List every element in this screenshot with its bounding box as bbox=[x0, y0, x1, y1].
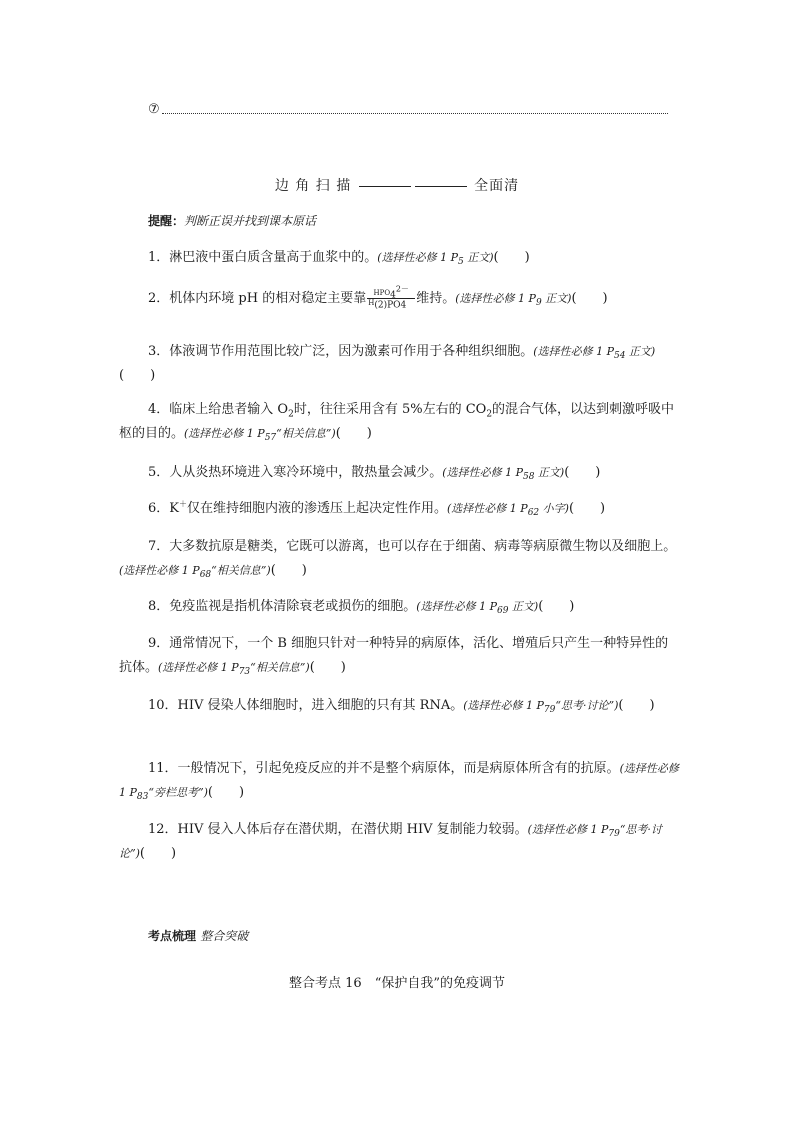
item-source: (选择性必修 1 $P_{69}$ 正文) bbox=[416, 600, 539, 617]
ion-fraction: $\frac{HPO_4^{2-}}{H_{(2)PO4}^-}$ bbox=[368, 284, 415, 311]
answer-blank[interactable]: ( ) bbox=[139, 846, 177, 861]
item-text: 体液调节作用范围比较广泛，因为激素可作用于各种组织细胞。 bbox=[169, 344, 534, 359]
item-number: 7． bbox=[148, 539, 170, 554]
answer-blank[interactable]: ( ) bbox=[571, 291, 608, 306]
item-number: 5． bbox=[148, 465, 170, 480]
item-text: 通常情况下，一个 B 细胞只针对一种特异的病原体，活化、增殖后只产生一种特异性的抗体。 bbox=[119, 636, 669, 675]
reminder-label: 提醒： bbox=[148, 214, 185, 228]
section-title-left: 边 角 扫 描 bbox=[274, 178, 352, 194]
answer-blank[interactable]: ( ) bbox=[335, 426, 372, 441]
item-text: 一般情况下，引起免疫反应的并不是整个病原体，而是病原体所含有的抗原。 bbox=[177, 761, 620, 776]
item-text: HIV 侵染人体细胞时，进入细胞的只有其 RNA。 bbox=[177, 698, 464, 713]
statement-item-12 bbox=[119, 818, 679, 866]
item-text: 大多数抗原是糖类，它既可以游离，也可以存在于细菌、病毒等病原微生物以及细胞上。 bbox=[169, 539, 677, 554]
item-number: 12． bbox=[148, 822, 178, 837]
answer-blank[interactable]: ( ) bbox=[270, 563, 307, 578]
item-text: 淋巴液中蛋白质含量高于血浆中的。 bbox=[169, 250, 378, 265]
item-source: (选择性必修 1 $P_{79}“$思考·讨论”) bbox=[119, 823, 662, 860]
item-source: (选择性必修 1 $P_{58}$ 正文) bbox=[442, 466, 565, 483]
statement-item-6 bbox=[119, 497, 679, 521]
item-source: (选择性必修 1 $P_{73}“$相关信息”) bbox=[158, 661, 310, 678]
answer-blank[interactable]: ( ) bbox=[309, 660, 346, 675]
statement-item-4 bbox=[119, 398, 679, 446]
item-text: 维持。 bbox=[416, 291, 456, 306]
title-rule bbox=[359, 186, 411, 187]
statement-item-10 bbox=[119, 694, 679, 718]
statement-item-1 bbox=[119, 246, 679, 270]
item-number: 9． bbox=[148, 636, 170, 651]
item-number: 4． bbox=[148, 402, 170, 417]
item-source: (选择性必修 1 $P_{54}$ 正文) bbox=[533, 345, 656, 362]
statement-item-3 bbox=[119, 340, 679, 388]
item-number: 3． bbox=[148, 344, 170, 359]
item-number: 1． bbox=[148, 250, 170, 265]
reminder bbox=[148, 212, 316, 229]
item-text: 临床上给患者输入 $O_2$时，往往采用含有 5%左右的 $CO_2$的混合气体，以达到刺激呼吸中枢的目的。 bbox=[119, 402, 675, 441]
statement-item-7 bbox=[119, 535, 679, 583]
item-text: K＋仅在维持细胞内液的渗透压上起决定性作用。 bbox=[169, 499, 448, 516]
statement-item-11 bbox=[119, 757, 679, 805]
item-number: 2． bbox=[148, 291, 170, 306]
statement-item-5 bbox=[119, 461, 679, 485]
item-text: HIV 侵入人体后存在潜伏期，在潜伏期 HIV 复制能力较弱。 bbox=[177, 822, 528, 837]
statement-item-9 bbox=[119, 632, 679, 680]
topics-label-text: 考点梳理 bbox=[148, 929, 197, 943]
topics-subtitle: 整合突破 bbox=[200, 929, 249, 943]
topic-heading: 整合考点 16 “保护自我”的免疫调节 bbox=[289, 976, 505, 991]
answer-blank[interactable]: ( ) bbox=[493, 250, 530, 265]
answer-blank[interactable]: ( ) bbox=[538, 599, 575, 614]
item-number: 10． bbox=[148, 698, 178, 713]
answer-blank[interactable]: ( ) bbox=[568, 501, 606, 516]
item-text: 免疫监视是指机体清除衰老或损伤的细胞。 bbox=[169, 599, 417, 614]
fill-blank-line bbox=[148, 100, 668, 118]
answer-blank[interactable]: ( ) bbox=[618, 698, 655, 713]
section-title-right: 全面清 bbox=[474, 178, 520, 194]
item-source: (选择性必修 1 $P_{68}“$相关信息”) bbox=[119, 564, 271, 581]
item-source: (选择性必修 1 $P_{79}“$思考·讨论”) bbox=[463, 699, 619, 716]
topics-label bbox=[148, 927, 248, 944]
item-number: 6． bbox=[148, 501, 170, 516]
item-number: 8． bbox=[148, 599, 170, 614]
item-source: (选择性必修 1 $P_{83}“$旁栏思考”) bbox=[119, 762, 679, 803]
item-source: (选择性必修 1 $P_{62}$ 小字) bbox=[447, 502, 569, 519]
item-source: (选择性必修 1 $P_5$ 正文) bbox=[377, 251, 494, 268]
section-title bbox=[0, 175, 794, 195]
reminder-text: 判断正误并找到课本原话 bbox=[184, 214, 317, 228]
item-source: (选择性必修 1 $P_9$ 正文) bbox=[455, 292, 572, 309]
answer-blank[interactable]: ( ) bbox=[564, 465, 601, 480]
item-source: (选择性必修 1 $P_{57}“$相关信息”) bbox=[184, 427, 336, 444]
dotted-line bbox=[162, 112, 668, 114]
statement-item-8 bbox=[119, 595, 679, 619]
statement-item-2 bbox=[119, 284, 679, 311]
item-text: 人从炎热环境进入寒冷环境中，散热量会减少。 bbox=[169, 465, 443, 480]
title-rule bbox=[415, 186, 467, 187]
item-text: 机体内环境 pH 的相对稳定主要靠 bbox=[169, 291, 367, 306]
item-number: 11． bbox=[148, 761, 178, 776]
blank-number: ⑦ bbox=[148, 102, 160, 117]
answer-blank[interactable]: ( ) bbox=[119, 368, 156, 383]
answer-blank[interactable]: ( ) bbox=[207, 785, 245, 800]
